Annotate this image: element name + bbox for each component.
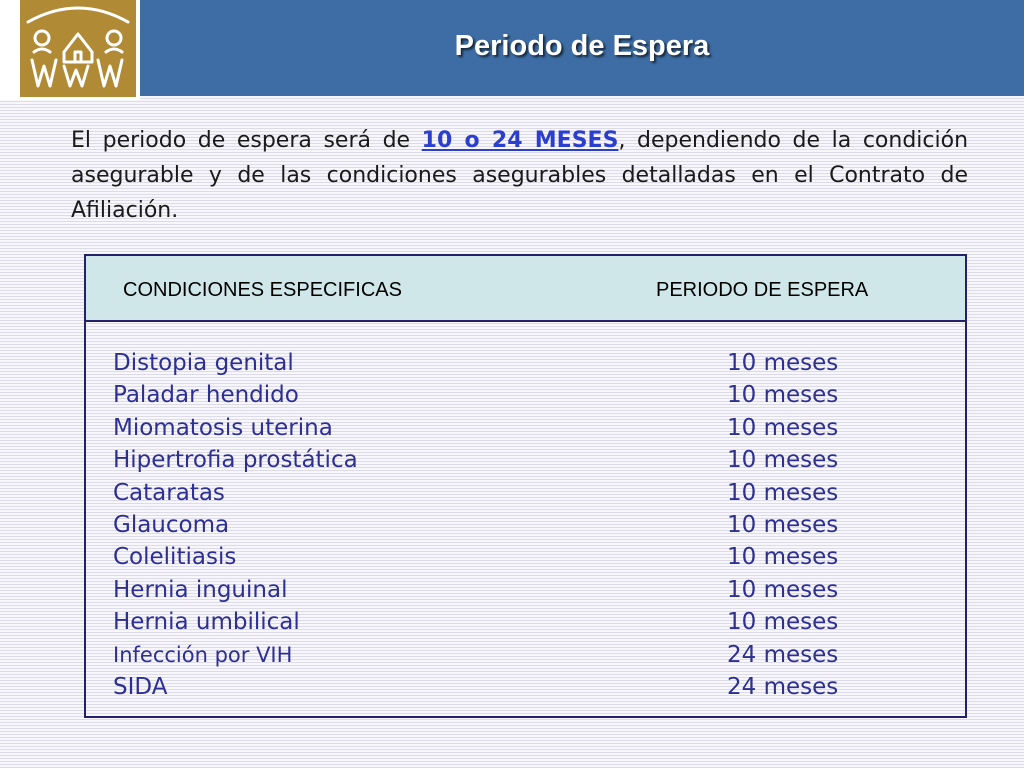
table-row <box>86 412 965 444</box>
waiting-period: 24 meses <box>727 641 839 668</box>
column-header-conditions: CONDICIONES ESPECIFICAS <box>123 279 402 301</box>
table-row <box>86 509 965 541</box>
intro-text-after: , dependiendo de la condición asegurable y de las condiciones asegurables detalladas en el Contrato de Afiliación. <box>71 128 969 223</box>
table-row <box>86 379 965 411</box>
waiting-period: 10 meses <box>727 576 839 603</box>
column-header-period: PERIODO DE ESPERA <box>656 279 869 301</box>
waiting-period: 10 meses <box>727 609 839 636</box>
waiting-period-highlight: 10 o 24 MESES <box>421 128 619 153</box>
waiting-period: 10 meses <box>727 479 839 506</box>
table-body <box>86 347 965 703</box>
condition-name: Hipertrofia prostática <box>113 447 358 474</box>
table-row <box>86 541 965 573</box>
houses-people-logo-icon <box>20 0 136 97</box>
condition-name: Glaucoma <box>113 511 230 538</box>
waiting-period: 10 meses <box>727 382 839 409</box>
waiting-period: 10 meses <box>727 350 839 376</box>
intro-text-before: El periodo de espera será de <box>71 128 422 153</box>
intro-paragraph <box>71 123 968 228</box>
condition-name: Cataratas <box>113 479 225 506</box>
slide-title: Periodo de Espera <box>454 30 710 62</box>
condition-name: SIDA <box>113 673 168 700</box>
waiting-period: 24 meses <box>727 673 839 700</box>
waiting-period-table <box>84 254 967 718</box>
condition-name: Miomatosis uterina <box>113 414 333 441</box>
table-header <box>86 256 965 322</box>
table-row <box>86 574 965 606</box>
table-row <box>86 639 965 671</box>
table-row <box>86 477 965 509</box>
waiting-period: 10 meses <box>727 414 839 441</box>
condition-name: Distopia genital <box>113 350 294 376</box>
condition-name: Hernia umbilical <box>113 609 300 636</box>
waiting-period: 10 meses <box>727 544 839 571</box>
condition-name: Infección por VIH <box>113 642 293 667</box>
condition-name: Hernia inguinal <box>113 576 288 603</box>
waiting-period: 10 meses <box>727 447 839 474</box>
table-row <box>86 606 965 638</box>
waiting-period: 10 meses <box>727 511 839 538</box>
table-row <box>86 444 965 476</box>
table-row <box>86 347 965 379</box>
condition-name: Paladar hendido <box>113 382 299 409</box>
table-row <box>86 671 965 703</box>
condition-name: Colelitiasis <box>113 544 237 571</box>
